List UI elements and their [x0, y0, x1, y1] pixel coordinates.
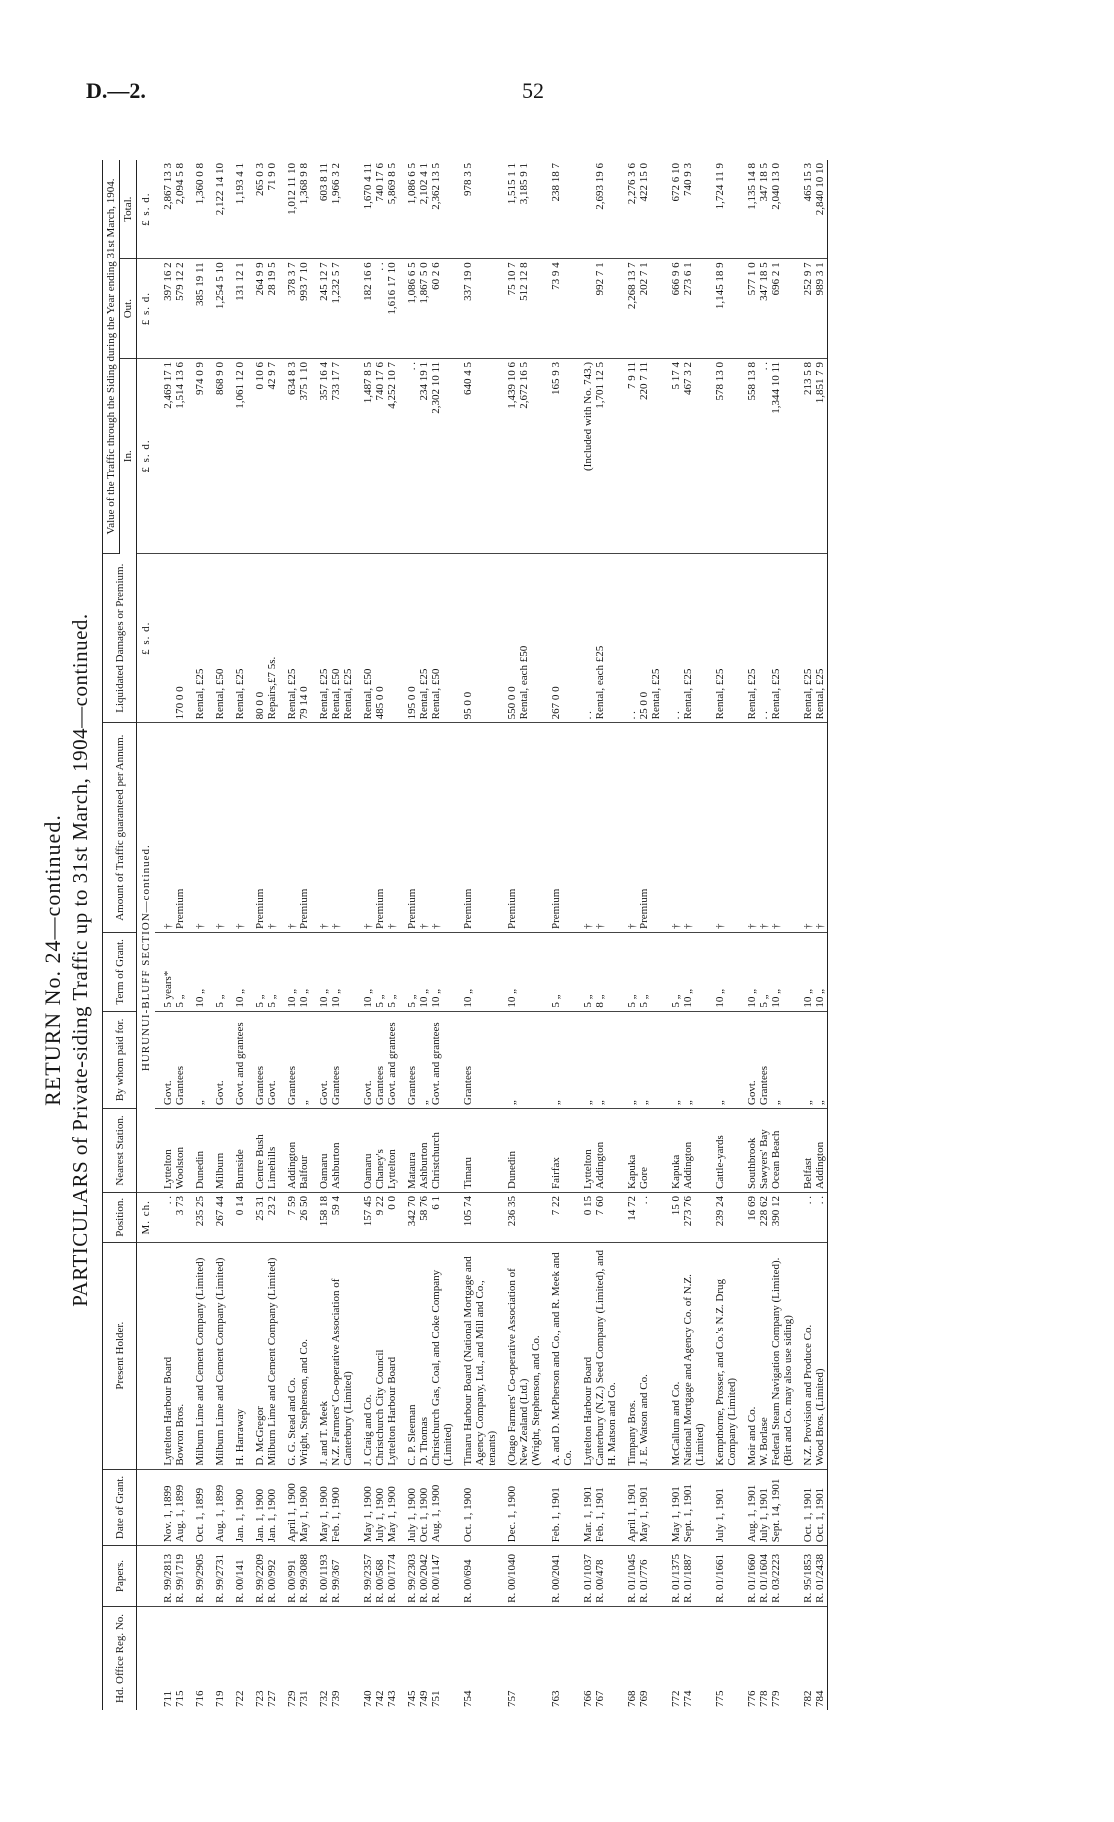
reg-no-cell: 729 731 — [286, 1690, 310, 1707]
papers-cell: R. 01/1375 R. 01/1887 — [663, 1546, 707, 1607]
out-cell: 337 19 0 — [455, 259, 499, 359]
total-cell: 465 15 3 2,840 10 10 — [795, 160, 828, 259]
table-row — [227, 160, 247, 1710]
papers-cell: R. 01/1045 R. 01/776 — [619, 1546, 663, 1607]
station-cell: Kapuka Gore — [619, 1109, 663, 1193]
date-cell: April 1, 1900 May 1, 1900 — [279, 1469, 311, 1546]
station-cell: Lyttelton Addington — [575, 1109, 619, 1193]
damages-cell: Rental, £25 . . Rental, £25 — [739, 554, 795, 723]
position-cell: 7 22 — [543, 1192, 575, 1242]
in-cell: (Included with No. 743.) 1,701 12 5 — [575, 358, 619, 553]
holder-cell: J. and T. Meek N.Z. Farmers' Co-operative Association of Canterbury (Limited) — [311, 1242, 355, 1469]
holder-cell: Lyttelton Harbour Board Bowron Bros. — [155, 1242, 187, 1469]
paid-by-cell: Govt. and grantees — [227, 1011, 247, 1108]
date-cell: Oct. 1, 1901 Oct. 1, 1901 — [795, 1469, 828, 1546]
damages-cell: . . Rental, £25 — [663, 554, 707, 723]
col-ho: Hd. Office Reg. No. — [103, 1606, 137, 1710]
paid-by-cell: „ — [707, 1011, 739, 1108]
in-cell: . . 234 19 1 2,302 10 11 — [399, 358, 455, 553]
in-cell: 974 0 9 — [187, 358, 207, 553]
station-cell: Oamaru Chaney's Lyttelton — [355, 1109, 399, 1193]
position-cell: 342 70 58 76 6 1 — [399, 1192, 455, 1242]
damages-cell: Rental, £50 — [207, 554, 227, 723]
amount-cell: Premium † † — [399, 723, 455, 933]
table-row — [663, 160, 707, 1710]
term-cell: 5 „ 8 „ — [575, 932, 619, 1011]
date-cell: April 1, 1901 May 1, 1901 — [619, 1469, 663, 1546]
date-cell: Aug. 1, 1899 — [207, 1469, 227, 1546]
out-cell: 75 10 7 512 12 8 — [499, 259, 543, 359]
papers-cell: R. 00/991 R. 99/3088 — [279, 1546, 311, 1607]
table-row — [207, 160, 227, 1710]
damages-cell: . . 25 0 0 Rental, £25 — [619, 554, 663, 723]
station-cell: Milburn — [207, 1109, 227, 1193]
position-cell: . . 3 73 — [155, 1192, 187, 1242]
out-cell: 992 7 1 — [575, 259, 619, 359]
table-row — [279, 160, 311, 1710]
damages-cell: 95 0 0 — [455, 554, 499, 723]
col-position: Position. — [103, 1192, 137, 1242]
term-cell: 10 „ — [187, 932, 207, 1011]
amount-cell: † † — [663, 723, 707, 933]
paid-by-cell: Govt. — [207, 1011, 227, 1108]
station-cell: Burnside — [227, 1109, 247, 1193]
reg-no-cell: 766 767 — [582, 1690, 606, 1707]
amount-cell: † Premium † — [355, 723, 399, 933]
position-cell: 0 15 7 60 — [575, 1192, 619, 1242]
position-cell: 158 18 59 4 — [311, 1192, 355, 1242]
in-cell: 357 16 4 733 17 7 — [311, 358, 355, 553]
in-cell: 640 4 5 — [455, 358, 499, 553]
papers-cell: R. 00/694 — [455, 1546, 499, 1607]
col-station: Nearest Station. — [103, 1109, 137, 1193]
date-cell: Oct. 1, 1899 — [187, 1469, 207, 1546]
table-row — [543, 160, 575, 1710]
units-position: M. ch. — [137, 1192, 156, 1242]
reg-no-cell: 745 749 751 — [406, 1690, 442, 1707]
table-row — [575, 160, 619, 1710]
amount-cell: † Premium — [619, 723, 663, 933]
amount-cell: Premium — [543, 723, 575, 933]
position-cell: 239 24 — [707, 1192, 739, 1242]
amount-cell: † — [207, 723, 227, 933]
table-row — [499, 160, 543, 1710]
col-in: In. — [120, 358, 137, 553]
col-amount: Amount of Traffic guaranteed per Annum. — [103, 723, 137, 933]
date-cell: Feb. 1, 1901 — [543, 1469, 575, 1546]
term-cell: 5 „ — [543, 932, 575, 1011]
date-cell: Jan. 1, 1900 — [227, 1469, 247, 1546]
papers-cell: R. 99/2813 R. 99/1719 — [155, 1546, 187, 1607]
position-cell: 267 44 — [207, 1192, 227, 1242]
in-cell: 0 10 6 42 9 7 — [247, 358, 279, 553]
out-cell: 666 9 6 273 6 1 — [663, 259, 707, 359]
position-cell: . . . . — [795, 1192, 828, 1242]
out-cell: 397 16 2 579 12 2 — [155, 259, 187, 359]
term-cell: 10 „ 5 „ 10 „ — [739, 932, 795, 1011]
amount-cell: † Premium — [279, 723, 311, 933]
in-cell: 1,061 12 0 — [227, 358, 247, 553]
damages-cell: 267 0 0 — [543, 554, 575, 723]
papers-cell: R. 00/141 — [227, 1546, 247, 1607]
damages-cell: 170 0 0 — [155, 554, 187, 723]
station-cell: Kapuka Addington — [663, 1109, 707, 1193]
reg-no-cell: 776 778 779 — [746, 1690, 782, 1707]
out-cell: 1,086 6 5 1,867 5 0 60 2 6 — [399, 259, 455, 359]
table-row — [155, 160, 187, 1710]
station-cell: Southbrook Sawyers' Bay Ocean Beach — [739, 1109, 795, 1193]
out-cell: 378 3 7 993 7 10 — [279, 259, 311, 359]
damages-cell: Rental, £25 — [187, 554, 207, 723]
term-cell: 5 „ 5 „ — [247, 932, 279, 1011]
return-title: RETURN No. 24—continued. — [40, 814, 65, 1106]
holder-cell: C. P. Sleeman D. Thomas Christchurch Gas, Coal, and Coke Company (Limited) — [399, 1242, 455, 1469]
units-in: £ s. d. — [137, 358, 156, 553]
out-cell: 1,145 18 9 — [707, 259, 739, 359]
holder-cell: Timaru Harbour Board (National Mortgage and Agency Company, Ltd., and Mill and Co., tenants) — [455, 1242, 499, 1469]
col-papers: Papers. — [103, 1546, 137, 1607]
damages-cell: 550 0 0 Rental, each £50 — [499, 554, 543, 723]
total-cell: 1,193 4 1 — [227, 160, 247, 259]
reg-no-cell: 772 774 — [670, 1690, 694, 1707]
holder-cell: G. G. Stead and Co. Wright, Stephenson, and Co. — [279, 1242, 311, 1469]
station-cell: Centre Bush Limehills — [247, 1109, 279, 1193]
reg-no-cell: 732 739 — [318, 1690, 342, 1707]
papers-cell: R. 01/1660 R. 01/1604 R. 03/2223 — [739, 1546, 795, 1607]
amount-cell: Premium † — [247, 723, 279, 933]
total-cell: 672 6 10 740 9 3 — [663, 160, 707, 259]
in-cell: 634 8 3 375 1 10 — [279, 358, 311, 553]
holder-cell: D. McGregor Milburn Lime and Cement Company (Limited) — [247, 1242, 279, 1469]
rotated-page-body — [40, 140, 1050, 1780]
papers-cell: R. 01/1037 R. 00/478 — [575, 1546, 619, 1607]
paid-by-cell: Govt. Grantees „ — [739, 1011, 795, 1108]
paid-by-cell: „ „ — [795, 1011, 828, 1108]
paid-by-cell: „ — [499, 1011, 543, 1108]
reg-no-cell: 757 — [506, 1690, 518, 1707]
table-row — [619, 160, 663, 1710]
col-damages: Liquidated Damages or Premium. — [103, 554, 137, 723]
page-number: 52 — [522, 78, 544, 103]
term-cell: 10 „ — [227, 932, 247, 1011]
holder-cell: J. Craig and Co. Christchurch City Council Lyttelton Harbour Board — [355, 1242, 399, 1469]
out-cell: 245 12 7 1,232 5 7 — [311, 259, 355, 359]
total-cell: 603 8 11 1,966 3 2 — [311, 160, 355, 259]
amount-cell: † Premium — [155, 723, 187, 933]
table-row — [399, 160, 455, 1710]
damages-cell: Rental, £25 Rental, £50 Rental, £25 — [311, 554, 355, 723]
term-cell: 10 „ 10 „ — [311, 932, 355, 1011]
reg-no-cell: 775 — [714, 1690, 726, 1707]
out-cell: 131 12 1 — [227, 259, 247, 359]
papers-cell: R. 99/2731 — [207, 1546, 227, 1607]
reg-no-cell: 768 769 — [626, 1690, 650, 1707]
out-cell: 2,268 13 7 202 7 1 — [619, 259, 663, 359]
out-cell: 252 9 7 989 3 1 — [795, 259, 828, 359]
in-cell: 1,439 10 6 2,672 16 5 — [499, 358, 543, 553]
total-cell: 1,670 4 11 740 17 6 5,869 8 5 — [355, 160, 399, 259]
reg-no-cell: 723 727 — [254, 1690, 278, 1707]
term-cell: 5 „ — [207, 932, 227, 1011]
col-out: Out. — [120, 259, 137, 359]
holder-cell: Kempthorne, Prosser, and Co.'s N.Z. Drug Company (Limited) — [707, 1242, 739, 1469]
date-cell: July 1, 1901 — [707, 1469, 739, 1546]
holder-cell: Milburn Lime and Cement Company (Limited) — [187, 1242, 207, 1469]
table-row — [455, 160, 499, 1710]
total-cell: 2,122 14 10 — [207, 160, 227, 259]
col-holder: Present Holder. — [103, 1242, 137, 1469]
paid-by-cell: Govt. Grantees — [311, 1011, 355, 1108]
amount-cell: † † — [311, 723, 355, 933]
total-cell: 1,012 11 10 1,368 9 8 — [279, 160, 311, 259]
doc-reference: D.—2. — [86, 78, 146, 103]
papers-cell: R. 99/2905 — [187, 1546, 207, 1607]
reg-no-cell: 716 — [194, 1690, 206, 1707]
col-term: Term of Grant. — [103, 932, 137, 1011]
holder-cell: McCallum and Co. National Mortgage and Agency Co. of N.Z. (Limited) — [663, 1242, 707, 1469]
date-cell: May 1, 1900 July 1, 1900 May 1, 1900 — [355, 1469, 399, 1546]
in-cell: 1,487 8 5 740 17 6 4,252 10 7 — [355, 358, 399, 553]
paid-by-cell: „ „ — [663, 1011, 707, 1108]
table-row — [187, 160, 207, 1710]
term-cell: 5 „ 5 „ — [619, 932, 663, 1011]
term-cell: 10 „ 10 „ — [279, 932, 311, 1011]
papers-cell: R. 00/2041 — [543, 1546, 575, 1607]
station-cell: Addington Balfour — [279, 1109, 311, 1193]
total-cell: 2,693 19 6 — [575, 160, 619, 259]
in-cell: 5 17 4 467 3 2 — [663, 358, 707, 553]
paid-by-cell: Govt. Grantees Govt. and grantees — [355, 1011, 399, 1108]
section-heading: HURUNUI-BLUFF SECTION—continued. — [137, 723, 156, 1193]
date-cell: May 1, 1900 Feb. 1, 1900 — [311, 1469, 355, 1546]
total-cell: 978 3 5 — [455, 160, 499, 259]
term-cell: 5 „ 10 „ 10 „ — [399, 932, 455, 1011]
total-cell: 1,724 11 9 — [707, 160, 739, 259]
station-cell: Mataura Ashburton Christchurch — [399, 1109, 455, 1193]
reg-no-cell: 711 715 — [162, 1690, 186, 1707]
table-row — [247, 160, 279, 1710]
term-cell: 5 „ 10 „ — [663, 932, 707, 1011]
holder-cell: (Otago Farmers' Co-operative Association of New Zealand (Ltd.) (Wright, Stephenson, and Co. — [499, 1242, 543, 1469]
out-cell: 264 9 9 28 19 5 — [247, 259, 279, 359]
station-cell: Dunedin — [187, 1109, 207, 1193]
table-row — [739, 160, 795, 1710]
date-cell: Mar. 1, 1901 Feb. 1, 1901 — [575, 1469, 619, 1546]
in-cell: 2,469 17 1 1,514 13 6 — [155, 358, 187, 553]
date-cell: Jan. 1, 1900 Jan. 1, 1900 — [247, 1469, 279, 1546]
out-cell: 577 1 0 347 18 5 696 2 1 — [739, 259, 795, 359]
date-cell: July 1, 1900 Oct. 1, 1900 Aug. 1, 1900 — [399, 1469, 455, 1546]
amount-cell: Premium — [499, 723, 543, 933]
damages-cell: Rental, £50 485 0 0 — [355, 554, 399, 723]
term-cell: 10 „ 10 „ — [795, 932, 828, 1011]
position-cell: 235 25 — [187, 1192, 207, 1242]
papers-cell: R. 00/1040 — [499, 1546, 543, 1607]
amount-cell: † — [227, 723, 247, 933]
term-cell: 10 „ — [499, 932, 543, 1011]
reg-no-cell: 782 784 — [795, 1606, 828, 1710]
amount-cell: † † — [575, 723, 619, 933]
position-cell: 14 72 . . — [619, 1192, 663, 1242]
units-damages: £ s. d. — [137, 554, 156, 723]
papers-cell: R. 99/2357 R. 00/568 R. 00/1774 — [355, 1546, 399, 1607]
date-cell: Aug. 1, 1901 July 1, 1901 Sept. 14, 1901 — [739, 1469, 795, 1546]
paid-by-cell: Grantees „ — [279, 1011, 311, 1108]
reg-no-cell: 719 — [214, 1690, 226, 1707]
position-cell: 25 31 23 2 — [247, 1192, 279, 1242]
col-value-group: Value of the Traffic through the Siding during the Year ending 31st March, 1904. — [103, 160, 120, 554]
position-cell: 0 14 — [227, 1192, 247, 1242]
station-cell: Belfast Addington — [795, 1109, 828, 1193]
paid-by-cell: Grantees „ Govt. and grantees — [399, 1011, 455, 1108]
papers-cell: R. 99/2209 R. 00/992 — [247, 1546, 279, 1607]
in-cell: 558 13 8 . . 1,344 10 11 — [739, 358, 795, 553]
paid-by-cell: „ „ — [619, 1011, 663, 1108]
station-cell: Oamaru Ashburton — [311, 1109, 355, 1193]
position-cell: 157 45 9 22 0 0 — [355, 1192, 399, 1242]
reg-no-cell: 740 742 743 — [362, 1690, 398, 1707]
paid-by-cell: Grantees — [455, 1011, 499, 1108]
table-row — [311, 160, 355, 1710]
out-cell: 182 16 6 . . 1,616 17 10 — [355, 259, 399, 359]
paid-by-cell: Govt. Grantees — [155, 1011, 187, 1108]
holder-cell: Moir and Co. W. Borlase Federal Steam Navigation Company (Limited). (Birt and Co. may also use siding) — [739, 1242, 795, 1469]
units-total: £ s. d. — [137, 160, 156, 259]
date-cell: Dec. 1, 1900 — [499, 1469, 543, 1546]
station-cell: Fairfax — [543, 1109, 575, 1193]
station-cell: Timaru — [455, 1109, 499, 1193]
table-row — [355, 160, 399, 1710]
holder-cell: N.Z. Provision and Produce Co. Wood Bros. (Limited) — [795, 1242, 828, 1469]
date-cell: Nov. 1, 1899 Aug. 1, 1899 — [155, 1469, 187, 1546]
station-cell: Dunedin — [499, 1109, 543, 1193]
papers-cell: R. 99/2303 R. 00/2042 R. 00/1147 — [399, 1546, 455, 1607]
damages-cell: 80 0 0 Repairs,£7 5s. — [247, 554, 279, 723]
paid-by-cell: „ „ — [575, 1011, 619, 1108]
papers-cell: R. 95/1853 R. 01/2438 — [795, 1546, 828, 1607]
out-cell: 1,254 5 10 — [207, 259, 227, 359]
out-cell: 385 19 11 — [187, 259, 207, 359]
total-cell: 238 18 7 — [543, 160, 575, 259]
position-cell: 236 35 — [499, 1192, 543, 1242]
station-cell: Cattle-yards — [707, 1109, 739, 1193]
total-cell: 1,086 6 5 2,102 4 1 2,362 13 5 — [399, 160, 455, 259]
papers-cell: R. 01/1661 — [707, 1546, 739, 1607]
paid-by-cell: „ — [543, 1011, 575, 1108]
table-row — [707, 160, 739, 1710]
in-cell: 7 9 11 220 7 11 — [619, 358, 663, 553]
damages-cell: . . Rental, each £25 — [575, 554, 619, 723]
position-cell: 105 74 — [455, 1192, 499, 1242]
damages-cell: 195 0 0 Rental, £25 Rental, £50 — [399, 554, 455, 723]
position-cell: 7 59 26 50 — [279, 1192, 311, 1242]
total-cell: 1,360 0 8 — [187, 160, 207, 259]
total-cell: 265 0 3 71 9 0 — [247, 160, 279, 259]
date-cell: May 1, 1901 Sept. 1, 1901 — [663, 1469, 707, 1546]
position-cell: 16 69 228 62 390 12 — [739, 1192, 795, 1242]
holder-cell: Lyttelton Harbour Board Canterbury (N.Z.) Seed Company (Limited), and H. Matson and Co. — [575, 1242, 619, 1469]
reg-no-cell: 754 — [462, 1690, 474, 1707]
total-cell: 1,135 14 8 347 18 5 2,040 13 0 — [739, 160, 795, 259]
reg-no-cell: 722 — [234, 1690, 246, 1707]
table-row — [795, 160, 828, 1710]
term-cell: 10 „ — [707, 932, 739, 1011]
damages-cell: Rental, £25 Rental, £25 — [795, 554, 828, 723]
paid-by-cell: Grantees Govt. — [247, 1011, 279, 1108]
amount-cell: † † — [795, 723, 828, 933]
units-out: £ s. d. — [137, 259, 156, 359]
col-total: Total. — [120, 160, 137, 259]
reg-no-cell: 763 — [550, 1690, 562, 1707]
damages-cell: Rental, £25 — [227, 554, 247, 723]
holder-cell: Timpany Bros. J. E. Watson and Co. — [619, 1242, 663, 1469]
term-cell: 5 years* 5 „ — [155, 932, 187, 1011]
amount-cell: † † † — [739, 723, 795, 933]
col-date: Date of Grant. — [103, 1469, 137, 1546]
total-cell: 2,276 3 6 422 15 0 — [619, 160, 663, 259]
total-cell: 2,867 13 3 2,094 5 8 — [155, 160, 187, 259]
holder-cell: H. Harraway — [227, 1242, 247, 1469]
col-paid: By whom paid for. — [103, 1011, 137, 1108]
station-cell: Lyttelton Woolston — [155, 1109, 187, 1193]
out-cell: 73 9 4 — [543, 259, 575, 359]
amount-cell: † — [187, 723, 207, 933]
amount-cell: Premium — [455, 723, 499, 933]
holder-cell: A. and D. McPherson and Co., and R. Meek and Co. — [543, 1242, 575, 1469]
holder-cell: Milburn Lime and Cement Company (Limited) — [207, 1242, 227, 1469]
in-cell: 578 13 0 — [707, 358, 739, 553]
paid-by-cell: „ — [187, 1011, 207, 1108]
damages-cell: Rental, £25 — [707, 554, 739, 723]
in-cell: 213 5 8 1,851 7 9 — [795, 358, 828, 553]
particulars-title: PARTICULARS of Private-siding Traffic up to 31st March, 1904—continued. — [68, 613, 92, 1307]
damages-cell: Rental, £25 79 14 0 — [279, 554, 311, 723]
in-cell: 868 9 0 — [207, 358, 227, 553]
amount-cell: † — [707, 723, 739, 933]
total-cell: 1,515 1 1 3,185 9 1 — [499, 160, 543, 259]
papers-cell: R. 00/1193 R. 99/367 — [311, 1546, 355, 1607]
date-cell: Oct. 1, 1900 — [455, 1469, 499, 1546]
private-siding-table — [102, 160, 828, 1710]
term-cell: 10 „ 5 „ 5 „ — [355, 932, 399, 1011]
in-cell: 165 9 3 — [543, 358, 575, 553]
position-cell: 15 0 273 76 — [663, 1192, 707, 1242]
term-cell: 10 „ — [455, 932, 499, 1011]
